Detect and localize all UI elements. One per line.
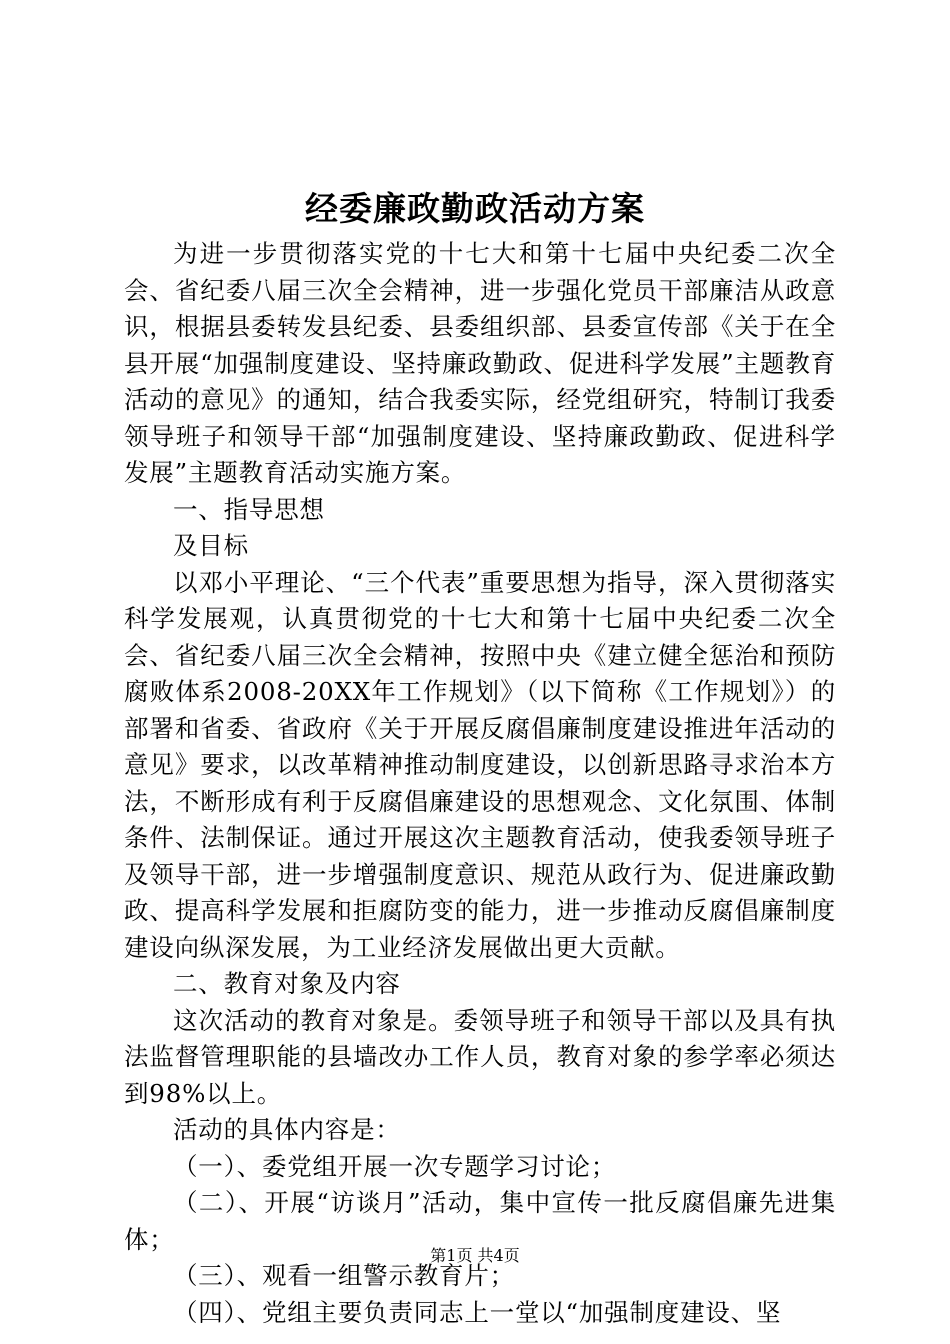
document-title: 经委廉政勤政活动方案 <box>305 189 645 228</box>
list-item-4: （四）、党组主要负责同志上一堂以“加强制度建设、坚 <box>173 1297 782 1327</box>
list-item-1: （一）、委党组开展一次专题学习讨论； <box>173 1151 617 1181</box>
heading-education-targets: 二、教育对象及内容 <box>173 969 401 998</box>
heading-guiding-thought: 一、指导思想 <box>173 494 325 524</box>
paragraph-intro: 为进一步贯彻落实党的十七大和第十七届中央纪委二次全会、省纪委八届三次全会精神，进一步强化党员干部廉洁从政意识，根据县委转发县纪委、县委组织部、县委宣传部《关于在全县开展“加强制度建设、坚持廉政勤政、促进科学发展”主题教育活动的意见》的通知，结合我委实际，经党组研究，特制订我委领导班子和领导干部“加强制度建设、坚持廉政勤政、促进科学发展”主题教育活动实施方案。 <box>124 239 836 487</box>
heading-objectives: 及目标 <box>173 531 249 560</box>
list-item-3: （三）、观看一组警示教育片； <box>173 1261 515 1290</box>
page-footer: 第1页 共4页 <box>430 1246 520 1265</box>
list-item-2: （二）、开展“访谈月”活动，集中宣传一批反腐倡廉先进集体； <box>124 1188 836 1254</box>
paragraph-guiding-thought: 以邓小平理论、“三个代表”重要思想为指导，深入贯彻落实科学发展观，认真贯彻党的十七大和第十七届中央纪委二次全会、省纪委八届三次全会精神，按照中央《建立健全惩治和预防腐败体系2008-20XX年工作规划》（以下简称《工作规划》）的部署和省委、省政府《关于开展反腐倡廉制度建设推进年活动的意见》要求，以改革精神推动制度建设，以创新思路寻求治本方法，不断形成有利于反腐倡廉建设的思想观念、文化氛围、体制条件、法制保证。通过开展这次主题教育活动，使我委领导班子及领导干部，进一步增强制度意识、规范从政行为、促进廉政勤政、提高科学发展和拒腐防变的能力，进一步推动反腐倡廉制度建设向纵深发展，为工业经济发展做出更大贡献。 <box>124 567 836 962</box>
document-body <box>124 236 836 1331</box>
paragraph-education-targets: 这次活动的教育对象是。委领导班子和领导干部以及具有执法监督管理职能的县墙改办工作人员，教育对象的参学率必须达到98%以上。 <box>124 1005 836 1108</box>
paragraph-activity-content: 活动的具体内容是： <box>173 1115 401 1144</box>
